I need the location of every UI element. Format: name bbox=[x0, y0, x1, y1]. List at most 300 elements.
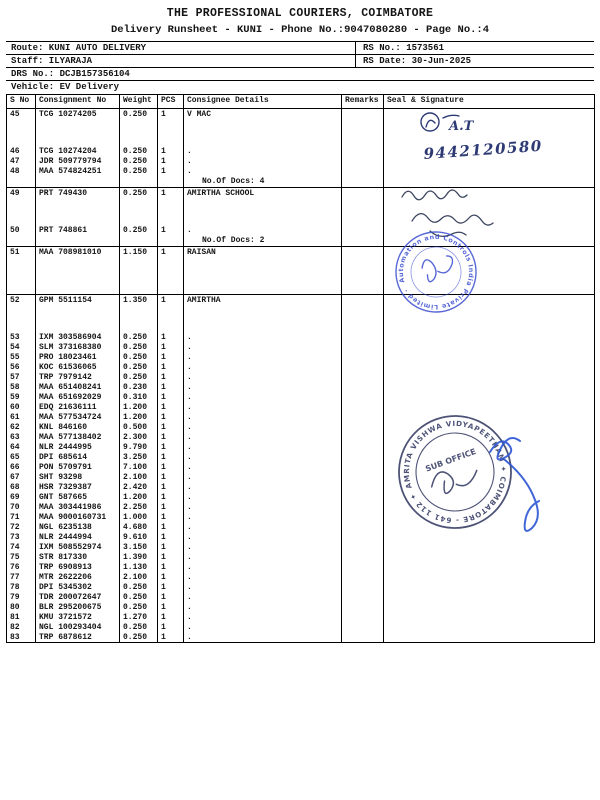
cell-r bbox=[342, 542, 384, 552]
cell-s: 78 bbox=[10, 583, 20, 592]
column-header: S No bbox=[7, 95, 36, 109]
rs-no-value: RS No.: 1573561 bbox=[355, 42, 444, 54]
cell-s: 51 bbox=[7, 247, 36, 295]
cell-seal bbox=[384, 225, 595, 235]
column-header: Consignment No bbox=[36, 95, 120, 109]
cell-seal bbox=[384, 362, 595, 372]
cell-r bbox=[342, 146, 384, 156]
table-row bbox=[7, 247, 595, 295]
cell-s: 52 bbox=[10, 296, 20, 305]
cell-seal bbox=[384, 522, 595, 532]
cell-s: 50 bbox=[10, 226, 20, 235]
cell-seal bbox=[384, 166, 595, 176]
cell-p: 1 bbox=[158, 452, 184, 462]
cell-seal bbox=[384, 542, 595, 552]
cell-c: PRT 748861 bbox=[36, 225, 120, 235]
cell-c: KMU 3721572 bbox=[36, 612, 120, 622]
cell-s: 68 bbox=[10, 483, 20, 492]
docs-note-row bbox=[7, 176, 595, 188]
cell-w: 2.300 bbox=[120, 432, 158, 442]
cell-p: 1 bbox=[158, 188, 184, 226]
cell-d: . bbox=[184, 522, 342, 532]
cell-w: 9.610 bbox=[120, 532, 158, 542]
cell-w: 0.250 bbox=[120, 362, 158, 372]
cell-seal bbox=[384, 109, 595, 147]
vehicle-value: Vehicle: EV Delivery bbox=[11, 82, 120, 92]
table-row bbox=[7, 482, 595, 492]
cell-w: 4.680 bbox=[120, 522, 158, 532]
cell-s: 57 bbox=[10, 373, 20, 382]
cell-s: 61 bbox=[10, 413, 20, 422]
cell-seal bbox=[384, 482, 595, 492]
cell-seal bbox=[384, 432, 595, 442]
cell-d: V MAC bbox=[184, 109, 342, 147]
cell-p: 1 bbox=[158, 482, 184, 492]
cell-c: TDR 200072647 bbox=[36, 592, 120, 602]
cell-d: . bbox=[184, 166, 342, 176]
cell-r bbox=[342, 362, 384, 372]
cell-s: 62 bbox=[10, 423, 20, 432]
table-row bbox=[7, 502, 595, 512]
cell-r bbox=[342, 372, 384, 382]
cell-seal bbox=[384, 602, 595, 612]
cell-d: . bbox=[184, 572, 342, 582]
cell-r bbox=[342, 552, 384, 562]
cell-r bbox=[342, 622, 384, 632]
cell-p: 1 bbox=[158, 382, 184, 392]
cell-w: 2.420 bbox=[120, 482, 158, 492]
cell-w: 0.250 bbox=[120, 166, 158, 176]
cell-d: . bbox=[184, 472, 342, 482]
cell-c: GNT 587665 bbox=[36, 492, 120, 502]
cell-c: TCG 10274205 bbox=[36, 109, 120, 147]
cell-c: STR 817330 bbox=[36, 552, 120, 562]
cell-w: 0.250 bbox=[120, 592, 158, 602]
cell-seal bbox=[384, 342, 595, 352]
cell-w: 0.500 bbox=[120, 422, 158, 432]
table-header-row bbox=[7, 95, 595, 109]
cell-c: MAA 651692029 bbox=[36, 392, 120, 402]
cell-seal bbox=[384, 146, 595, 156]
table-row bbox=[7, 512, 595, 522]
table-row bbox=[7, 452, 595, 462]
cell-d: . bbox=[184, 225, 342, 235]
cell-p: 1 bbox=[158, 502, 184, 512]
cell-p: 1 bbox=[158, 109, 184, 147]
cell-s: 53 bbox=[10, 333, 20, 342]
cell-d: . bbox=[184, 362, 342, 372]
table-row bbox=[7, 562, 595, 572]
cell-seal bbox=[384, 422, 595, 432]
cell-p: 1 bbox=[158, 166, 184, 176]
stamp-large-center-text: SUB OFFICE bbox=[424, 446, 478, 474]
cell-w: 0.250 bbox=[120, 582, 158, 592]
cell-d: . bbox=[184, 502, 342, 512]
cell-c: GPM 5511154 bbox=[36, 295, 120, 333]
cell-d: . bbox=[184, 412, 342, 422]
cell-s: 49 bbox=[10, 189, 20, 198]
cell-r bbox=[342, 247, 384, 295]
cell-seal bbox=[384, 442, 595, 452]
cell-w: 1.200 bbox=[120, 402, 158, 412]
cell-r bbox=[342, 482, 384, 492]
table-row bbox=[7, 572, 595, 582]
cell-r bbox=[342, 492, 384, 502]
cell-s: 77 bbox=[10, 573, 20, 582]
cell-p: 1 bbox=[158, 612, 184, 622]
cell-p: 1 bbox=[158, 412, 184, 422]
cell-c: MAA 577534724 bbox=[36, 412, 120, 422]
cell-c: IXM 508552974 bbox=[36, 542, 120, 552]
cell-seal bbox=[384, 502, 595, 512]
cell-d: . bbox=[184, 492, 342, 502]
cell-w: 0.250 bbox=[120, 352, 158, 362]
table-row bbox=[7, 352, 595, 362]
docs-note: No.Of Docs: 4 bbox=[184, 176, 342, 188]
cell-c: MAA 708981010 bbox=[36, 247, 120, 295]
cell-seal bbox=[384, 452, 595, 462]
cell-p: 1 bbox=[158, 462, 184, 472]
cell-d: . bbox=[184, 562, 342, 572]
table-row bbox=[7, 612, 595, 622]
cell-c: NGL 6235138 bbox=[36, 522, 120, 532]
cell-p: 1 bbox=[158, 422, 184, 432]
handwritten-initials-text: A.T bbox=[449, 119, 474, 134]
cell-d: . bbox=[184, 422, 342, 432]
table-row bbox=[7, 622, 595, 632]
cell-r bbox=[342, 522, 384, 532]
cell-w: 0.250 bbox=[120, 342, 158, 352]
cell-seal bbox=[384, 412, 595, 422]
cell-p: 1 bbox=[158, 622, 184, 632]
cell-w: 1.200 bbox=[120, 492, 158, 502]
cell-r bbox=[342, 392, 384, 402]
cell-seal bbox=[384, 612, 595, 622]
table-row bbox=[7, 422, 595, 432]
cell-d: AMIRTHA bbox=[184, 295, 342, 333]
cell-s: 58 bbox=[10, 383, 20, 392]
cell-d: . bbox=[184, 512, 342, 522]
cell-s: 59 bbox=[10, 393, 20, 402]
cell-c: MAA 9000160731 bbox=[36, 512, 120, 522]
table-row bbox=[7, 582, 595, 592]
cell-seal bbox=[384, 332, 595, 342]
stamp-small-ring-text: Automation and Controls India Private Limited · bbox=[396, 232, 476, 312]
cell-s: 83 bbox=[7, 632, 36, 643]
table-row bbox=[7, 109, 595, 147]
table-row bbox=[7, 542, 595, 552]
cell-c: MTR 2622206 bbox=[36, 572, 120, 582]
cell-p: 1 bbox=[158, 372, 184, 382]
table-row bbox=[7, 532, 595, 542]
table-row bbox=[7, 295, 595, 333]
cell-c: KOC 61536065 bbox=[36, 362, 120, 372]
cell-w: 0.250 bbox=[120, 332, 158, 342]
cell-seal bbox=[384, 372, 595, 382]
cell-c: MAA 303441986 bbox=[36, 502, 120, 512]
cell-c: NLR 2444994 bbox=[36, 532, 120, 542]
table-row bbox=[7, 462, 595, 472]
cell-r bbox=[342, 382, 384, 392]
cell-w: 1.150 bbox=[120, 247, 158, 295]
cell-r bbox=[342, 502, 384, 512]
cell-s: 45 bbox=[10, 110, 20, 119]
cell-seal bbox=[384, 552, 595, 562]
table-row bbox=[7, 492, 595, 502]
cell-s: 67 bbox=[10, 473, 20, 482]
cell-p: 1 bbox=[158, 582, 184, 592]
cell-p: 1 bbox=[158, 632, 184, 643]
cell-d: . bbox=[184, 352, 342, 362]
cell-c: KNL 846160 bbox=[36, 422, 120, 432]
table-row bbox=[7, 156, 595, 166]
cell-c: PRT 749430 bbox=[36, 188, 120, 226]
cell-seal bbox=[384, 582, 595, 592]
cell-s: 82 bbox=[10, 623, 20, 632]
cell-seal bbox=[384, 472, 595, 482]
cell-w: 1.350 bbox=[120, 295, 158, 333]
cell-r bbox=[342, 592, 384, 602]
cell-p: 1 bbox=[158, 352, 184, 362]
table-row bbox=[7, 332, 595, 342]
cell-p: 1 bbox=[158, 342, 184, 352]
cell-r bbox=[342, 332, 384, 342]
table-row bbox=[7, 362, 595, 372]
cell-w: 0.250 bbox=[120, 156, 158, 166]
cell-p: 1 bbox=[158, 156, 184, 166]
cell-s: 56 bbox=[10, 363, 20, 372]
cell-c: NLR 2444995 bbox=[36, 442, 120, 452]
cell-p: 1 bbox=[158, 146, 184, 156]
table-row bbox=[7, 412, 595, 422]
column-header: Weight bbox=[120, 95, 158, 109]
cell-d: . bbox=[184, 332, 342, 342]
cell-w: 0.250 bbox=[120, 188, 158, 226]
cell-d: . bbox=[184, 612, 342, 622]
table-row bbox=[7, 188, 595, 226]
cell-c: JDR 509779794 bbox=[36, 156, 120, 166]
cell-seal bbox=[384, 512, 595, 522]
cell-d: . bbox=[184, 432, 342, 442]
table-row bbox=[7, 392, 595, 402]
table-row bbox=[7, 225, 595, 235]
cell-c: DPI 5345302 bbox=[36, 582, 120, 592]
column-header: Remarks bbox=[342, 95, 384, 109]
docs-note: No.Of Docs: 2 bbox=[184, 235, 342, 247]
cell-d: . bbox=[184, 402, 342, 412]
cell-r bbox=[342, 612, 384, 622]
cell-s: 79 bbox=[10, 593, 20, 602]
cell-p: 1 bbox=[158, 562, 184, 572]
cell-d: . bbox=[184, 452, 342, 462]
cell-w: 0.250 bbox=[120, 602, 158, 612]
column-header: Seal & Signature bbox=[384, 95, 595, 109]
cell-d: . bbox=[184, 442, 342, 452]
cell-r bbox=[342, 432, 384, 442]
cell-d: . bbox=[184, 482, 342, 492]
table-row bbox=[7, 522, 595, 532]
cell-w: 9.790 bbox=[120, 442, 158, 452]
cell-r bbox=[342, 402, 384, 412]
runsheet-subtitle: Delivery Runsheet - KUNI - Phone No.:9047080280 - Page No.:4 bbox=[110, 24, 490, 36]
cell-c: BLR 295200675 bbox=[36, 602, 120, 612]
cell-s: 69 bbox=[10, 493, 20, 502]
cell-p: 1 bbox=[158, 572, 184, 582]
cell-r bbox=[342, 602, 384, 612]
cell-r bbox=[342, 512, 384, 522]
cell-w: 0.250 bbox=[120, 109, 158, 147]
cell-seal bbox=[384, 352, 595, 362]
cell-d: . bbox=[184, 592, 342, 602]
table-row bbox=[7, 432, 595, 442]
cell-p: 1 bbox=[158, 542, 184, 552]
cell-s: 55 bbox=[10, 353, 20, 362]
cell-r bbox=[342, 422, 384, 432]
table-row bbox=[7, 442, 595, 452]
cell-seal bbox=[384, 295, 595, 333]
cell-s: 63 bbox=[10, 433, 20, 442]
table-body bbox=[7, 109, 595, 643]
cell-r bbox=[342, 562, 384, 572]
cell-s: 64 bbox=[10, 443, 20, 452]
cell-seal bbox=[384, 592, 595, 602]
cell-s: 60 bbox=[10, 403, 20, 412]
table-row bbox=[7, 372, 595, 382]
cell-c: PRO 18023461 bbox=[36, 352, 120, 362]
cell-c: SHT 93298 bbox=[36, 472, 120, 482]
cell-p: 1 bbox=[158, 432, 184, 442]
cell-s: 48 bbox=[10, 167, 20, 176]
cell-r bbox=[342, 582, 384, 592]
cell-s: 47 bbox=[10, 157, 20, 166]
cell-p: 1 bbox=[158, 602, 184, 612]
cell-c: IXM 303586904 bbox=[36, 332, 120, 342]
cell-w: 2.100 bbox=[120, 472, 158, 482]
drs-no-value: DRS No.: DCJB157356104 bbox=[11, 69, 130, 79]
cell-p: 1 bbox=[158, 295, 184, 333]
table-row bbox=[7, 382, 595, 392]
cell-seal bbox=[384, 402, 595, 412]
cell-r bbox=[342, 342, 384, 352]
cell-c: TRP 6908913 bbox=[36, 562, 120, 572]
cell-p: 1 bbox=[158, 225, 184, 235]
cell-c: NGL 100293404 bbox=[36, 622, 120, 632]
cell-c: EDQ 21636111 bbox=[36, 402, 120, 412]
stamp-large-ring-text: AMRITA VISHWA VIDYAPEETHAM ✦ COIMBATORE - 641 112 ✦ bbox=[401, 418, 509, 526]
cell-d: . bbox=[184, 552, 342, 562]
cell-w: 3.250 bbox=[120, 452, 158, 462]
company-title: THE PROFESSIONAL COURIERS, COIMBATORE bbox=[166, 7, 434, 20]
cell-c: TRP 7979142 bbox=[36, 372, 120, 382]
cell-c: HSR 7329387 bbox=[36, 482, 120, 492]
cell-w: 3.150 bbox=[120, 542, 158, 552]
cell-w: 2.100 bbox=[120, 572, 158, 582]
cell-p: 1 bbox=[158, 552, 184, 562]
table-row bbox=[7, 146, 595, 156]
cell-w: 7.100 bbox=[120, 462, 158, 472]
table-row bbox=[7, 166, 595, 176]
cell-d: . bbox=[184, 382, 342, 392]
cell-w: 2.250 bbox=[120, 502, 158, 512]
cell-seal bbox=[384, 562, 595, 572]
cell-seal bbox=[384, 156, 595, 166]
cell-r bbox=[342, 156, 384, 166]
table-row bbox=[7, 472, 595, 482]
cell-p: 1 bbox=[158, 332, 184, 342]
cell-r bbox=[342, 442, 384, 452]
column-header: PCS bbox=[158, 95, 184, 109]
runsheet-info-block bbox=[6, 41, 594, 93]
cell-p: 1 bbox=[158, 492, 184, 502]
cell-p: 1 bbox=[158, 247, 184, 295]
cell-d: . bbox=[184, 602, 342, 612]
cell-seal bbox=[384, 247, 595, 295]
cell-p: 1 bbox=[158, 442, 184, 452]
cell-c: PON 5709791 bbox=[36, 462, 120, 472]
info-row-route bbox=[6, 41, 594, 54]
cell-w: 0.250 bbox=[120, 632, 158, 643]
cell-c: SLM 373168380 bbox=[36, 342, 120, 352]
cell-p: 1 bbox=[158, 592, 184, 602]
cell-r bbox=[342, 225, 384, 235]
cell-r bbox=[342, 352, 384, 362]
cell-d: . bbox=[184, 632, 342, 643]
cell-p: 1 bbox=[158, 532, 184, 542]
cell-d: . bbox=[184, 582, 342, 592]
route-value: Route: KUNI AUTO DELIVERY bbox=[11, 43, 147, 53]
cell-w: 1.270 bbox=[120, 612, 158, 622]
cell-s: 71 bbox=[10, 513, 20, 522]
cell-p: 1 bbox=[158, 402, 184, 412]
cell-c: TCG 10274204 bbox=[36, 146, 120, 156]
table-row bbox=[7, 402, 595, 412]
cell-w: 1.130 bbox=[120, 562, 158, 572]
cell-w: 1.200 bbox=[120, 412, 158, 422]
cell-r bbox=[342, 188, 384, 226]
cell-s: 54 bbox=[10, 343, 20, 352]
cell-w: 0.230 bbox=[120, 382, 158, 392]
cell-r bbox=[342, 452, 384, 462]
staff-value: Staff: ILYARAJA bbox=[11, 56, 93, 66]
cell-w: 0.250 bbox=[120, 372, 158, 382]
table-row bbox=[7, 632, 595, 643]
cell-c: MAA 577138402 bbox=[36, 432, 120, 442]
cell-r bbox=[342, 412, 384, 422]
cell-seal bbox=[384, 632, 595, 643]
table-row bbox=[7, 592, 595, 602]
cell-seal bbox=[384, 188, 595, 226]
cell-s: 72 bbox=[10, 523, 20, 532]
cell-seal bbox=[384, 492, 595, 502]
cell-seal bbox=[384, 532, 595, 542]
cell-r bbox=[342, 295, 384, 333]
cell-seal bbox=[384, 462, 595, 472]
table-row bbox=[7, 602, 595, 612]
cell-s: 73 bbox=[10, 533, 20, 542]
cell-s: 75 bbox=[10, 553, 20, 562]
cell-d: . bbox=[184, 462, 342, 472]
cell-s: 81 bbox=[10, 613, 20, 622]
cell-p: 1 bbox=[158, 512, 184, 522]
cell-r bbox=[342, 109, 384, 147]
cell-c: DPI 685614 bbox=[36, 452, 120, 462]
cell-p: 1 bbox=[158, 362, 184, 372]
cell-r bbox=[342, 632, 384, 643]
info-row-vehicle bbox=[6, 80, 594, 93]
cell-r bbox=[342, 572, 384, 582]
cell-c: MAA 651408241 bbox=[36, 382, 120, 392]
cell-r bbox=[342, 166, 384, 176]
